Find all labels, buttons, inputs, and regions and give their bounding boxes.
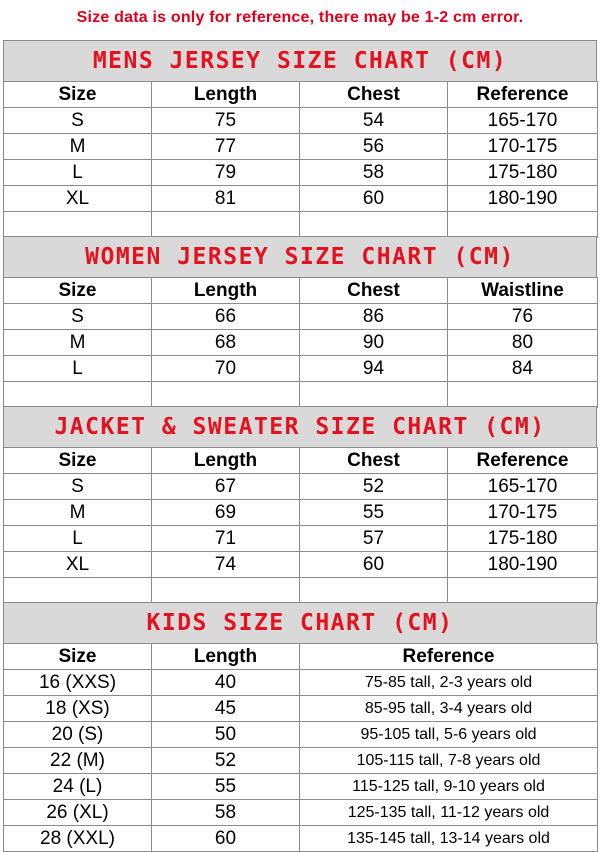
cell-reference: 180-190 — [448, 552, 598, 578]
spacer-row — [4, 212, 598, 238]
cell-length: 81 — [152, 186, 300, 212]
cell-length: 75 — [152, 108, 300, 134]
cell-reference: 135-145 tall, 13-14 years old — [300, 826, 598, 852]
table-row — [4, 474, 598, 500]
cell-size: 24 (L) — [4, 774, 152, 800]
header-size: Size — [4, 448, 152, 474]
cell-length: 70 — [152, 356, 300, 382]
header-reference: Reference — [448, 448, 598, 474]
table-header-row — [4, 82, 598, 108]
header-chest: Chest — [300, 82, 448, 108]
jacket-size-table — [3, 447, 598, 604]
table-row — [4, 722, 598, 748]
cell-size: XL — [4, 552, 152, 578]
cell-reference: 85-95 tall, 3-4 years old — [300, 696, 598, 722]
cell-length: 67 — [152, 474, 300, 500]
cell-chest: 58 — [300, 160, 448, 186]
table-row — [4, 670, 598, 696]
cell-size: S — [4, 304, 152, 330]
table-row — [4, 748, 598, 774]
cell-reference: 165-170 — [448, 474, 598, 500]
table-row — [4, 696, 598, 722]
cell-size: 20 (S) — [4, 722, 152, 748]
women-size-table — [3, 277, 598, 408]
header-chest: Chest — [300, 278, 448, 304]
kids-size-chart — [3, 602, 597, 852]
cell-reference: 175-180 — [448, 526, 598, 552]
cell-chest: 94 — [300, 356, 448, 382]
table-row — [4, 330, 598, 356]
spacer-row — [4, 382, 598, 408]
cell-waistline: 76 — [448, 304, 598, 330]
cell-chest: 54 — [300, 108, 448, 134]
cell-size: 16 (XXS) — [4, 670, 152, 696]
table-row — [4, 800, 598, 826]
cell-reference: 75-85 tall, 2-3 years old — [300, 670, 598, 696]
cell-reference: 170-175 — [448, 134, 598, 160]
kids-chart-title: KIDS SIZE CHART (CM) — [3, 602, 597, 643]
jacket-sweater-size-chart — [3, 406, 597, 604]
table-row — [4, 500, 598, 526]
header-reference: Reference — [448, 82, 598, 108]
cell-size: L — [4, 356, 152, 382]
cell-size: 28 (XXL) — [4, 826, 152, 852]
cell-chest: 52 — [300, 474, 448, 500]
cell-length: 77 — [152, 134, 300, 160]
cell-reference: 105-115 tall, 7-8 years old — [300, 748, 598, 774]
cell-chest: 57 — [300, 526, 448, 552]
table-header-row — [4, 448, 598, 474]
cell-length: 55 — [152, 774, 300, 800]
cell-size: L — [4, 526, 152, 552]
cell-size: M — [4, 500, 152, 526]
cell-size: S — [4, 108, 152, 134]
cell-chest: 60 — [300, 186, 448, 212]
cell-reference: 115-125 tall, 9-10 years old — [300, 774, 598, 800]
mens-chart-title: MENS JERSEY SIZE CHART (CM) — [3, 40, 597, 81]
header-size: Size — [4, 82, 152, 108]
jacket-chart-title: JACKET & SWEATER SIZE CHART (CM) — [3, 406, 597, 447]
header-length: Length — [152, 448, 300, 474]
cell-chest: 56 — [300, 134, 448, 160]
cell-chest: 55 — [300, 500, 448, 526]
women-chart-title: WOMEN JERSEY SIZE CHART (CM) — [3, 236, 597, 277]
cell-waistline: 84 — [448, 356, 598, 382]
table-row — [4, 108, 598, 134]
table-row — [4, 186, 598, 212]
cell-length: 50 — [152, 722, 300, 748]
table-row — [4, 526, 598, 552]
cell-length: 68 — [152, 330, 300, 356]
cell-size: L — [4, 160, 152, 186]
cell-length: 45 — [152, 696, 300, 722]
cell-reference: 95-105 tall, 5-6 years old — [300, 722, 598, 748]
cell-length: 60 — [152, 826, 300, 852]
women-size-chart — [3, 236, 597, 408]
table-row — [4, 552, 598, 578]
cell-length: 71 — [152, 526, 300, 552]
header-length: Length — [152, 278, 300, 304]
header-chest: Chest — [300, 448, 448, 474]
cell-reference: 175-180 — [448, 160, 598, 186]
cell-length: 74 — [152, 552, 300, 578]
cell-reference: 125-135 tall, 11-12 years old — [300, 800, 598, 826]
table-row — [4, 356, 598, 382]
table-row — [4, 160, 598, 186]
cell-size: 26 (XL) — [4, 800, 152, 826]
header-size: Size — [4, 644, 152, 670]
mens-size-table — [3, 81, 598, 238]
cell-size: M — [4, 134, 152, 160]
table-row — [4, 774, 598, 800]
table-row — [4, 304, 598, 330]
header-waistline: Waistline — [448, 278, 598, 304]
table-row — [4, 134, 598, 160]
header-reference: Reference — [300, 644, 598, 670]
mens-size-chart — [3, 40, 597, 238]
table-header-row — [4, 644, 598, 670]
table-row — [4, 826, 598, 852]
cell-size: S — [4, 474, 152, 500]
spacer-row — [4, 578, 598, 604]
cell-length: 79 — [152, 160, 300, 186]
cell-size: 22 (M) — [4, 748, 152, 774]
cell-length: 52 — [152, 748, 300, 774]
cell-reference: 170-175 — [448, 500, 598, 526]
cell-size: XL — [4, 186, 152, 212]
header-size: Size — [4, 278, 152, 304]
header-length: Length — [152, 82, 300, 108]
reference-notice: Size data is only for reference, there may be 1-2 cm error. — [76, 9, 524, 26]
kids-size-table — [3, 643, 598, 852]
cell-chest: 86 — [300, 304, 448, 330]
cell-length: 69 — [152, 500, 300, 526]
cell-reference: 165-170 — [448, 108, 598, 134]
cell-length: 66 — [152, 304, 300, 330]
cell-chest: 60 — [300, 552, 448, 578]
cell-chest: 90 — [300, 330, 448, 356]
cell-length: 58 — [152, 800, 300, 826]
cell-size: M — [4, 330, 152, 356]
cell-size: 18 (XS) — [4, 696, 152, 722]
cell-length: 40 — [152, 670, 300, 696]
cell-reference: 180-190 — [448, 186, 598, 212]
header-length: Length — [152, 644, 300, 670]
cell-waistline: 80 — [448, 330, 598, 356]
table-header-row — [4, 278, 598, 304]
